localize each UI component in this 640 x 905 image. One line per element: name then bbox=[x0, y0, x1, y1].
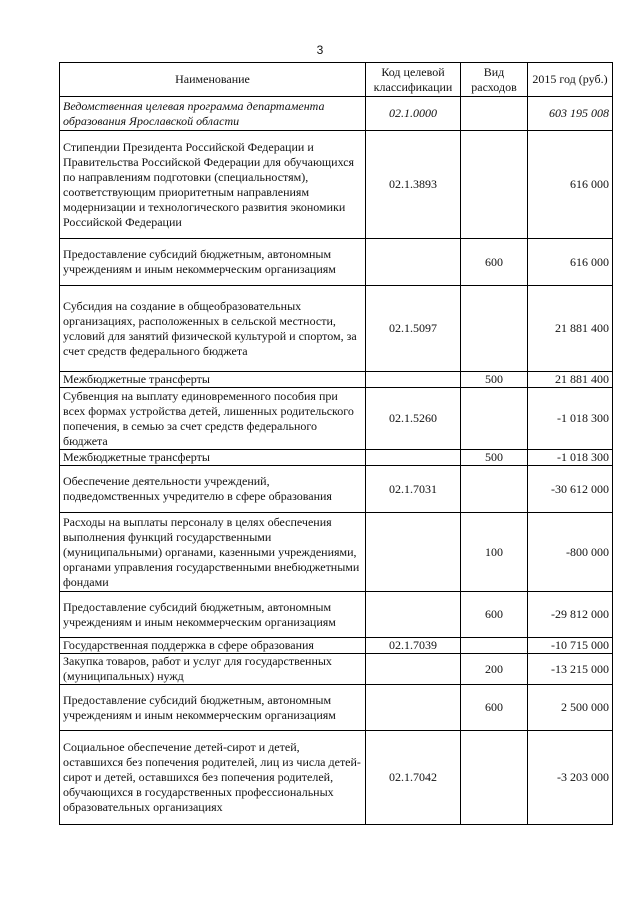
cell-name: Социальное обеспечение детей-сирот и детей, оставшихся без попечения родителей, лиц из числа детей-сирот и детей, оставшихся без попечения родителей, обучающихся в государственных профессиональных образовательных организациях bbox=[60, 731, 366, 825]
cell-name: Субсидия на создание в общеобразовательных организациях, расположенных в сельской местности, условий для занятий физической культурой и спортом, за счет средств федерального бюджета bbox=[60, 286, 366, 372]
table-row bbox=[60, 372, 613, 388]
table-row bbox=[60, 239, 613, 286]
cell-sum: 603 195 008 bbox=[528, 97, 613, 131]
cell-name: Государственная поддержка в сфере образования bbox=[60, 638, 366, 654]
cell-sum: 21 881 400 bbox=[528, 372, 613, 388]
cell-sum: -30 612 000 bbox=[528, 466, 613, 513]
cell-type bbox=[461, 286, 528, 372]
cell-code: 02.1.7039 bbox=[366, 638, 461, 654]
cell-name: Обеспечение деятельности учреждений, подведомственных учредителю в сфере образования bbox=[60, 466, 366, 513]
table-row bbox=[60, 654, 613, 685]
cell-name: Ведомственная целевая программа департамента образования Ярославской области bbox=[60, 97, 366, 131]
cell-code bbox=[366, 239, 461, 286]
cell-name: Предоставление субсидий бюджетным, автономным учреждениям и иным некоммерческим организациям bbox=[60, 592, 366, 638]
cell-code bbox=[366, 685, 461, 731]
cell-code bbox=[366, 372, 461, 388]
cell-type bbox=[461, 131, 528, 239]
cell-type bbox=[461, 731, 528, 825]
cell-type: 600 bbox=[461, 592, 528, 638]
cell-code bbox=[366, 513, 461, 592]
cell-type: 100 bbox=[461, 513, 528, 592]
cell-sum: -13 215 000 bbox=[528, 654, 613, 685]
cell-name: Расходы на выплаты персоналу в целях обеспечения выполнения функций государственными (муниципальными) органами, казенными учреждениями, органами управления государственными внебюджетными фондами bbox=[60, 513, 366, 592]
table-row bbox=[60, 685, 613, 731]
cell-sum: -800 000 bbox=[528, 513, 613, 592]
table-header-row bbox=[60, 63, 613, 97]
cell-type: 500 bbox=[461, 372, 528, 388]
table-row bbox=[60, 286, 613, 372]
cell-sum: -1 018 300 bbox=[528, 450, 613, 466]
cell-name: Стипендии Президента Российской Федерации и Правительства Российской Федерации для обучающихся по направлениям подготовки (специальностям), соответствующим приоритетным направлениям модернизации и технологического развития экономики Российской Федерации bbox=[60, 131, 366, 239]
table-row bbox=[60, 450, 613, 466]
cell-sum: 21 881 400 bbox=[528, 286, 613, 372]
cell-type bbox=[461, 638, 528, 654]
header-sum: 2015 год (руб.) bbox=[528, 63, 613, 97]
table-body bbox=[60, 97, 613, 825]
cell-name: Субвенция на выплату единовременного пособия при всех формах устройства детей, лишенных родительского попечения, в семью за счет средств федерального бюджета bbox=[60, 388, 366, 450]
cell-sum: 2 500 000 bbox=[528, 685, 613, 731]
cell-name: Предоставление субсидий бюджетным, автономным учреждениям и иным некоммерческим организациям bbox=[60, 685, 366, 731]
cell-code: 02.1.3893 bbox=[366, 131, 461, 239]
cell-code: 02.1.7031 bbox=[366, 466, 461, 513]
cell-code bbox=[366, 592, 461, 638]
table-row bbox=[60, 466, 613, 513]
cell-sum: -29 812 000 bbox=[528, 592, 613, 638]
cell-code: 02.1.7042 bbox=[366, 731, 461, 825]
cell-code bbox=[366, 654, 461, 685]
page-number: 3 bbox=[316, 43, 324, 57]
table-row bbox=[60, 592, 613, 638]
cell-code: 02.1.0000 bbox=[366, 97, 461, 131]
cell-sum: 616 000 bbox=[528, 239, 613, 286]
table-row bbox=[60, 388, 613, 450]
table-row bbox=[60, 131, 613, 239]
cell-type: 600 bbox=[461, 239, 528, 286]
header-type: Вид расходов bbox=[461, 63, 528, 97]
cell-code bbox=[366, 450, 461, 466]
cell-code: 02.1.5260 bbox=[366, 388, 461, 450]
cell-sum: -1 018 300 bbox=[528, 388, 613, 450]
cell-code: 02.1.5097 bbox=[366, 286, 461, 372]
cell-name: Предоставление субсидий бюджетным, автономным учреждениям и иным некоммерческим организациям bbox=[60, 239, 366, 286]
budget-table bbox=[59, 62, 613, 825]
table-row bbox=[60, 638, 613, 654]
cell-type: 500 bbox=[461, 450, 528, 466]
cell-name: Закупка товаров, работ и услуг для государственных (муниципальных) нужд bbox=[60, 654, 366, 685]
cell-type bbox=[461, 388, 528, 450]
cell-name: Межбюджетные трансферты bbox=[60, 450, 366, 466]
table-row bbox=[60, 731, 613, 825]
cell-type bbox=[461, 97, 528, 131]
table-row bbox=[60, 97, 613, 131]
header-name: Наименование bbox=[60, 63, 366, 97]
cell-sum: -3 203 000 bbox=[528, 731, 613, 825]
cell-sum: -10 715 000 bbox=[528, 638, 613, 654]
cell-type: 200 bbox=[461, 654, 528, 685]
cell-type: 600 bbox=[461, 685, 528, 731]
header-code: Код целевой классификации bbox=[366, 63, 461, 97]
cell-sum: 616 000 bbox=[528, 131, 613, 239]
cell-name: Межбюджетные трансферты bbox=[60, 372, 366, 388]
table-row bbox=[60, 513, 613, 592]
cell-type bbox=[461, 466, 528, 513]
